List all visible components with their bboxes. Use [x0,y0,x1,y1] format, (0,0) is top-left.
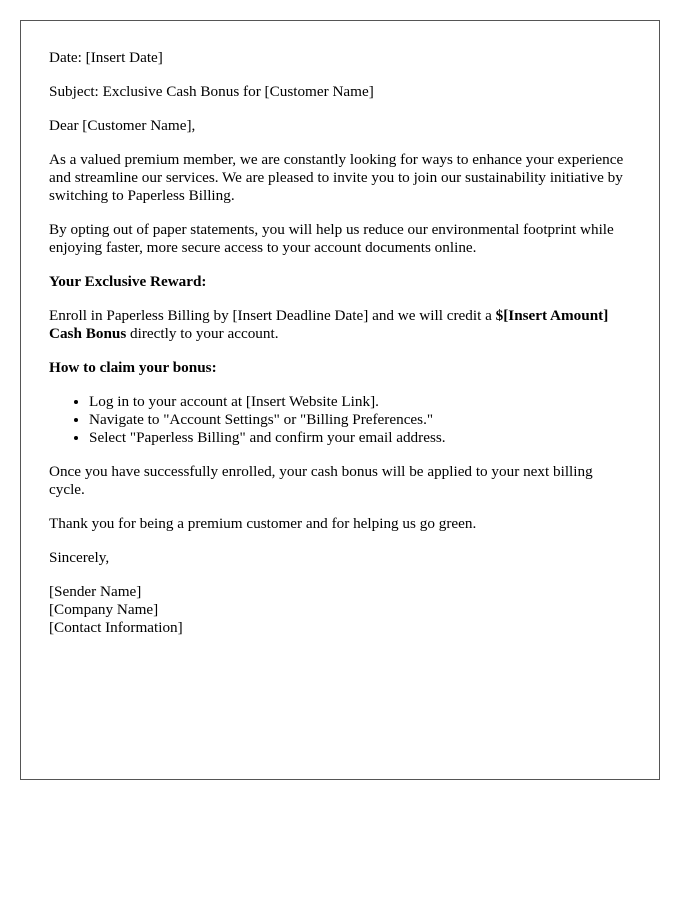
claim-step: • Log in to your account at [Insert Website Link]. [89,393,631,411]
claim-step: • Navigate to "Account Settings" or "Billing Preferences." [89,411,631,429]
reward-text-after: directly to your account. [126,325,279,342]
date-line: Date: [Insert Date] [49,49,163,66]
benefit-paragraph: By opting out of paper statements, you will help us reduce our environmental footprint while enjoying faster, more secure access to your account documents online. [49,221,614,256]
subject-line: Subject: Exclusive Cash Bonus for [Customer Name] [49,83,374,100]
reward-heading-paragraph [49,273,631,291]
company-name: [Company Name] [49,601,159,618]
reward-paragraph [49,307,631,343]
claim-heading-paragraph [49,359,631,377]
enrolled-paragraph: Once you have successfully enrolled, your cash bonus will be applied to your next billing cycle. [49,463,593,498]
claim-steps-list [49,393,631,447]
closing: Sincerely, [49,549,110,566]
sender-name: [Sender Name] [49,583,142,600]
letter-document [20,20,660,780]
intro-paragraph: As a valued premium member, we are constantly looking for ways to enhance your experience and streamline our services. We are pleased to invite you to join our sustainability initiative by switching to Paperless Billing. [49,151,624,204]
reward-text-before: Enroll in Paperless Billing by [Insert Deadline Date] and we will credit a [49,307,496,324]
claim-step: • Select "Paperless Billing" and confirm your email address. [89,429,631,447]
claim-heading: How to claim your bonus: [49,359,217,376]
thanks-paragraph: Thank you for being a premium customer and for helping us go green. [49,515,477,532]
reward-heading: Your Exclusive Reward: [49,273,207,290]
contact-info: [Contact Information] [49,619,183,636]
greeting: Dear [Customer Name], [49,117,196,134]
reward-amount: $[Insert Amount] Cash Bonus [49,307,609,342]
